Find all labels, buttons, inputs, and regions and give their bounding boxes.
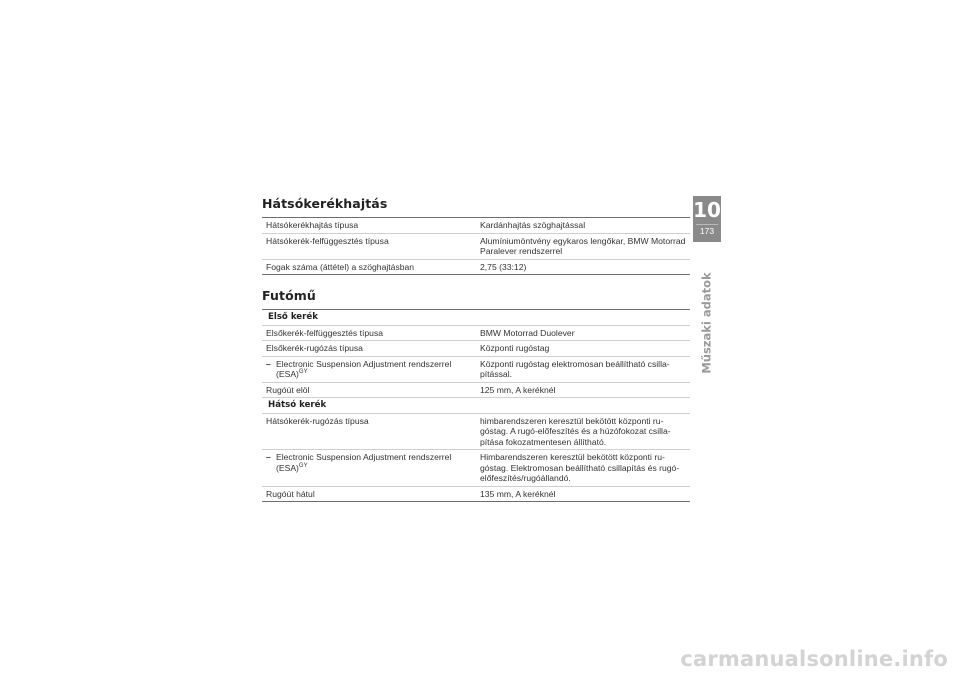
row-label: Elsőkerék-rugózás típusa <box>266 343 363 353</box>
section-title-chassis: Futómű <box>262 288 316 303</box>
row-value: 2,75 (33:12) <box>480 261 527 272</box>
row-value: himbarendszeren keresztül bekötött központi ru-góstag. A rugó-előfeszítés és a húzófokozat csilla-pítása fokozatmentesen állítható. <box>480 415 671 447</box>
chapter-title: Műszaki adatok <box>700 272 715 374</box>
chapter-tab <box>693 196 721 242</box>
chassis-table <box>262 309 690 502</box>
row-label: Hátsókerékhajtás típusa <box>266 220 359 230</box>
dash-bullet-icon: – <box>266 452 271 462</box>
row-label: Hátsókerék-felfüggesztés típusa <box>266 235 389 246</box>
table-row <box>262 260 690 275</box>
table-row <box>262 383 690 399</box>
row-label-line2: (ESA) <box>276 369 299 379</box>
section-title-rear-drive: Hátsókerékhajtás <box>262 196 388 211</box>
rear-drive-table <box>262 217 690 275</box>
row-value: BMW Motorrad Duolever <box>480 327 575 338</box>
row-label-line2: (ESA) <box>276 462 299 473</box>
table-row <box>262 234 690 260</box>
row-value: Központi rugóstag <box>480 343 550 353</box>
table-row <box>262 414 690 451</box>
row-value: Központi rugóstag elektromosan beállítható csilla-pítással. <box>480 358 670 379</box>
spec-content <box>262 196 690 502</box>
row-label: Hátsókerék-rugózás típusa <box>266 415 369 426</box>
footnote-sup: GY <box>298 462 308 469</box>
dash-bullet-icon: – <box>266 358 271 369</box>
row-value: Himbarendszeren keresztül bekötött központi ru-góstag. Elektromosan beállítható csillapítás és rugó-előfeszítés/rugóállandó. <box>480 452 680 483</box>
row-value: 125 mm, A keréknél <box>480 384 556 395</box>
table-row <box>262 341 690 357</box>
table-row <box>262 218 690 234</box>
group-heading-front-wheel: Első kerék <box>262 310 690 326</box>
row-label: Fogak száma (áttétel) a szöghajtásban <box>266 261 415 272</box>
footnote-sup: GY <box>298 369 308 376</box>
row-label: Rugóút elöl <box>266 384 310 395</box>
row-value: Alumíniumöntvény egykaros lengőkar, BMW Motorrad Paralever rendszerrel <box>480 235 686 256</box>
chapter-side-label <box>690 273 724 373</box>
table-row <box>262 357 690 383</box>
row-label <box>262 450 474 486</box>
row-label-line1: Electronic Suspension Adjustment rendszerrel <box>276 452 452 462</box>
row-label: Rugóút hátul <box>266 488 315 499</box>
row-label: Elsőkerék-felfüggesztés típusa <box>266 327 384 338</box>
group-heading-rear-wheel: Hátsó kerék <box>262 398 690 414</box>
table-row <box>262 450 690 487</box>
row-label-line1: Electronic Suspension Adjustment rendszerrel <box>276 358 452 369</box>
watermark-text: carmanualsonline.info <box>680 647 948 671</box>
table-row <box>262 326 690 342</box>
row-value: Kardánhajtás szöghajtással <box>480 220 586 230</box>
row-label <box>262 357 474 382</box>
row-value: 135 mm, A keréknél <box>480 488 556 499</box>
page-number: 173 <box>696 224 718 237</box>
chapter-number: 10 <box>693 198 721 222</box>
table-row <box>262 487 690 502</box>
